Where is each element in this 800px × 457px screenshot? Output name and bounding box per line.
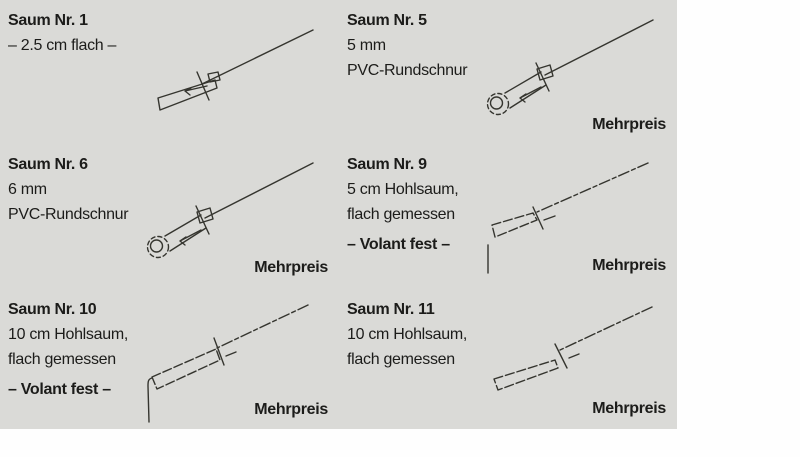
round-cord-hem-diagram-icon bbox=[135, 158, 320, 270]
saum-9-title: Saum Nr. 9 bbox=[347, 156, 427, 173]
saum-6-title: Saum Nr. 6 bbox=[8, 156, 88, 173]
saum-6-line: PVC-Rundschnur bbox=[8, 206, 129, 223]
mehrpreis-label: Mehrpreis bbox=[592, 116, 666, 133]
cord-ring-inner bbox=[491, 97, 503, 109]
saum-cell-5 bbox=[338, 0, 677, 143]
saum-6-textblock bbox=[8, 152, 128, 227]
saum-cell-9 bbox=[338, 143, 677, 288]
flat-hem-diagram-icon bbox=[145, 20, 315, 126]
saum-11-line: 10 cm Hohlsaum, bbox=[347, 326, 467, 343]
saum-9-line: 5 cm Hohlsaum, bbox=[347, 181, 459, 198]
saum-10-title: Saum Nr. 10 bbox=[8, 301, 97, 318]
saum-cell-1 bbox=[0, 0, 338, 143]
mehrpreis-label: Mehrpreis bbox=[254, 401, 328, 418]
valance-line bbox=[148, 378, 152, 422]
main-line bbox=[217, 305, 308, 348]
saum-6-line: 6 mm bbox=[8, 181, 47, 198]
cross-tick bbox=[214, 338, 224, 365]
mehrpreis-label: Mehrpreis bbox=[254, 259, 328, 276]
main-line bbox=[537, 163, 648, 212]
mehrpreis-label: Mehrpreis bbox=[592, 257, 666, 274]
tick-mark bbox=[226, 352, 236, 356]
saum-5-title: Saum Nr. 5 bbox=[347, 12, 427, 29]
main-line bbox=[545, 20, 653, 75]
saum-10-note: – Volant fest – bbox=[8, 381, 111, 398]
cord-ring-inner bbox=[151, 240, 163, 252]
saum-cell-11 bbox=[338, 288, 677, 429]
saum-cell-10 bbox=[0, 288, 338, 429]
saum-11-title: Saum Nr. 11 bbox=[347, 301, 435, 318]
saum-10-line: 10 cm Hohlsaum, bbox=[8, 326, 128, 343]
tick-mark bbox=[569, 354, 579, 358]
mehrpreis-label: Mehrpreis bbox=[592, 400, 666, 417]
saum-1-textblock bbox=[8, 8, 116, 58]
saum-9-line: flach gemessen bbox=[347, 206, 455, 223]
hollow-hem-rect bbox=[492, 213, 537, 237]
flat-hem-rect bbox=[158, 80, 217, 110]
saum-1-title: Saum Nr. 1 bbox=[8, 12, 88, 29]
saum-5-line: PVC-Rundschnur bbox=[347, 62, 468, 79]
hollow-hem-rect bbox=[494, 360, 558, 390]
saum-10-textblock bbox=[8, 297, 128, 402]
saum-5-line: 5 mm bbox=[347, 37, 386, 54]
saum-cell-6 bbox=[0, 143, 338, 288]
tick-mark bbox=[544, 216, 555, 220]
saum-11-textblock bbox=[347, 297, 467, 372]
round-cord-hem-diagram-icon bbox=[475, 15, 660, 127]
saum-10-line: flach gemessen bbox=[8, 351, 116, 368]
main-line bbox=[560, 307, 652, 350]
saum-9-textblock bbox=[347, 152, 458, 257]
saum-1-line: – 2.5 cm flach – bbox=[8, 37, 117, 54]
saum-11-line: flach gemessen bbox=[347, 351, 455, 368]
saum-9-note: – Volant fest – bbox=[347, 236, 450, 253]
saum-5-textblock bbox=[347, 8, 467, 83]
hem-flap bbox=[208, 72, 220, 82]
main-line bbox=[205, 163, 313, 218]
hollow-hem-rect bbox=[152, 349, 220, 389]
